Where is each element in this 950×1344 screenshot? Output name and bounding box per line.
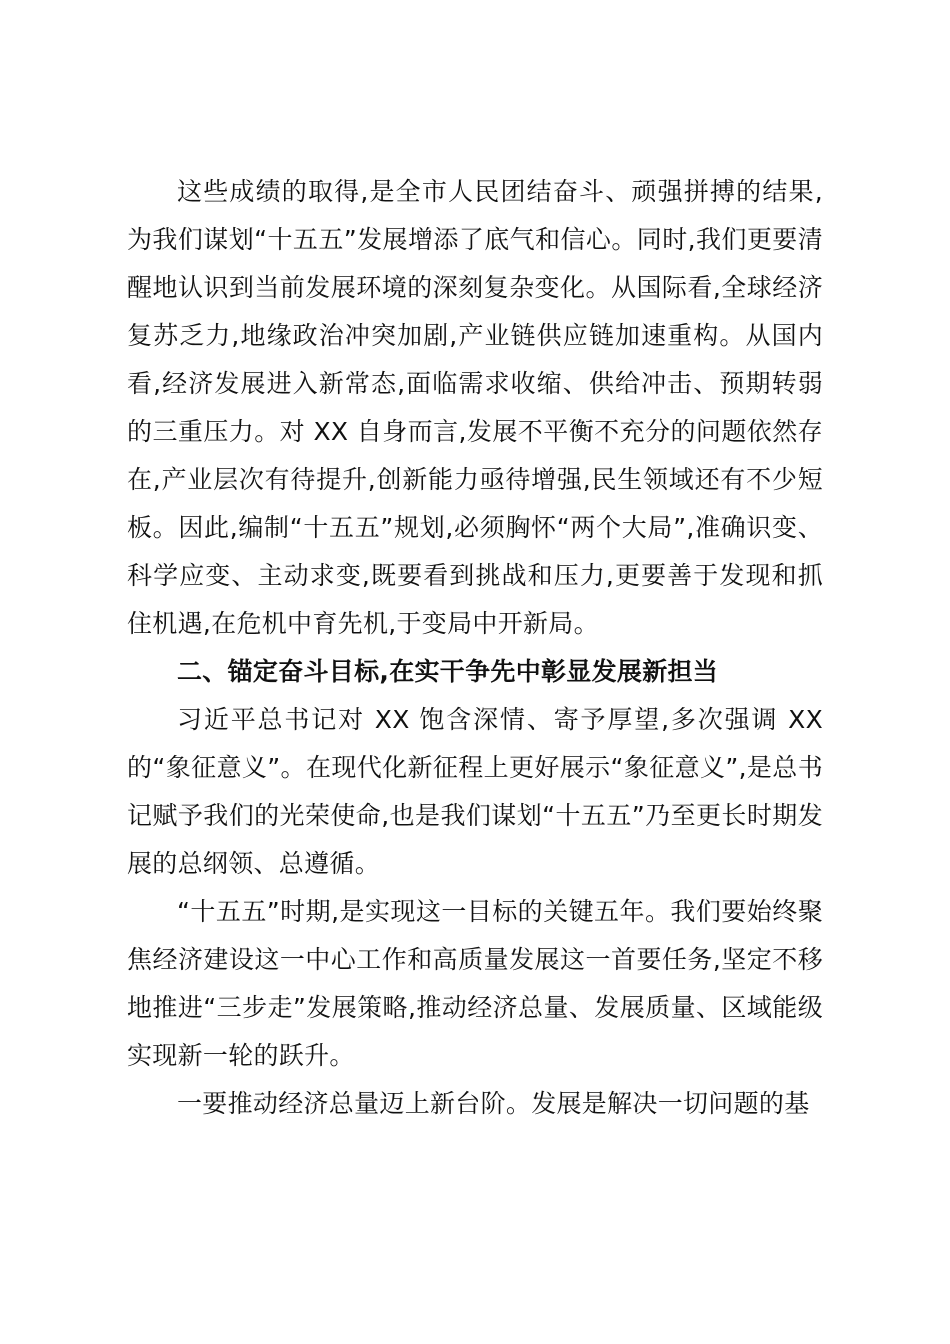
paragraph-fifteenth-five-year: “十五五”时期,是实现这一目标的关键五年。我们要始终聚焦经济建设这一中心工作和高质量发展这一首要任务,坚定不移地推进“三步走”发展策略,推动经济总量、发展质量、区域能级实现新一轮的跃升。 bbox=[127, 897, 823, 1070]
section-heading: 二、锚定奋斗目标,在实干争先中彰显发展新担当 bbox=[177, 657, 719, 686]
document-body bbox=[127, 168, 823, 1128]
paragraph-economic-total: 一要推动经济总量迈上新台阶。发展是解决一切问题的基 bbox=[177, 1089, 810, 1118]
paragraph-achievements: 这些成绩的取得,是全市人民团结奋斗、顽强拼搏的结果,为我们谋划“十五五”发展增添了底气和信心。同时,我们更要清醒地认识到当前发展环境的深刻复杂变化。从国际看,全球经济复苏乏力,地缘政治冲突加剧,产业链供应链加速重构。从国内看,经济发展进入新常态,面临需求收缩、供给冲击、预期转弱的三重压力。对 XX 自身而言,发展不平衡不充分的问题依然存在,产业层次有待提升,创新能力亟待增强,民生领域还有不少短板。因此,编制“十五五”规划,必须胸怀“两个大局”,准确识变、科学应变、主动求变,既要看到挑战和压力,更要善于发现和抓住机遇,在危机中育先机,于变局中开新局。 bbox=[127, 177, 823, 638]
paragraph-symbolic-meaning: 习近平总书记对 XX 饱含深情、寄予厚望,多次强调 XX 的“象征意义”。在现代化新征程上更好展示“象征意义”,是总书记赋予我们的光荣使命,也是我们谋划“十五五”乃至更长时期发展的总纲领、总遵循。 bbox=[127, 705, 823, 878]
